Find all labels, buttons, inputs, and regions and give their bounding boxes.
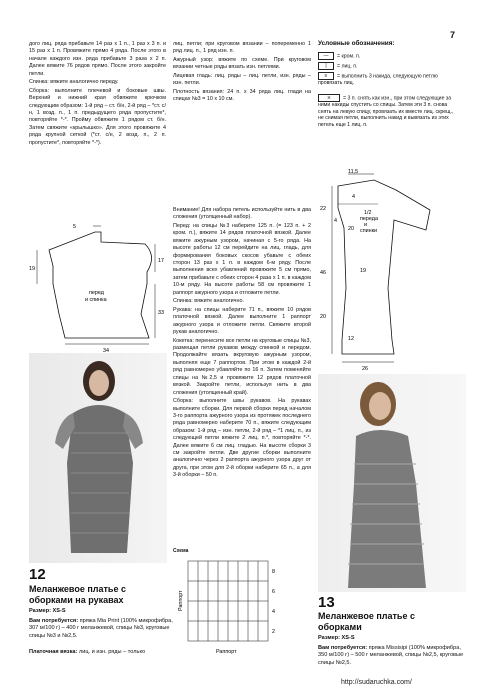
pattern-diagram-12 bbox=[29, 222, 169, 352]
paragraph: Рукава: на спицы наберите 71 п., вяжите 10 рядов платочной вязкой. Далее выполните 1 раппорт ажурного узора и отложите петли. Свяжите второй рукав аналогично. bbox=[173, 306, 311, 336]
legend-item-yarnover: ≡ = выполнить 3 накида, следующую петлю провязать лиц. bbox=[318, 73, 438, 86]
dim-label: 11,5 bbox=[348, 169, 359, 175]
knitting-scheme-chart bbox=[176, 557, 286, 657]
column-2-text-main bbox=[173, 207, 311, 481]
dim-label: 19 bbox=[29, 266, 35, 272]
row-number: 2 bbox=[272, 629, 275, 635]
paragraph: Кокетка: перенесите все петли на круговые спицы №3, размещая петли рукавов между спинкой и передом. Продолжайте вязать вкруговую ажурным узором, выполняя еще 7 раппортов. При этом в каждой 2-й ряд равномерно убавляйте по 16 п. Затем поменяйте спицы на №2,5 и провяжите 12 рядов платочной вязкой. Закройте петли, используя нить в два сложения (утолщенный край). bbox=[173, 337, 311, 396]
scheme-rapport-vertical: Раппорт bbox=[178, 590, 184, 611]
source-url: http://sudaruchka.com/ bbox=[341, 679, 412, 686]
paragraph: Плотность вязания: 24 п. x 34 ряда лиц. глади на спицах №3 = 10 x 10 см. bbox=[173, 89, 311, 103]
piece-label: и bbox=[364, 222, 368, 228]
paragraph: Лицевая гладь: лиц. ряды – лиц. петли, изн. ряды – изн. петли. bbox=[173, 73, 311, 87]
yarnover-symbol: ≡ bbox=[318, 72, 334, 80]
dim-label: 19 bbox=[360, 268, 366, 274]
dim-label: 20 bbox=[348, 226, 354, 232]
column-1-text bbox=[29, 41, 166, 148]
edge-stitch-symbol: — bbox=[318, 52, 334, 60]
row-number: 6 bbox=[272, 589, 275, 595]
paragraph: Ажурный узор: вяжите по схеме. При круговом вязании четные ряды вязать изн. петлями. bbox=[173, 57, 311, 71]
paragraph: Внимание! Для набора петель используйте нить в два сложения (утолщенный набор). bbox=[173, 207, 311, 221]
piece-label: и спинка bbox=[85, 297, 107, 303]
knit-stitch-symbol: | bbox=[318, 62, 334, 70]
paragraph: Спинка: вяжите аналогично. bbox=[173, 298, 244, 305]
model-title-12: Меланжевое платье с оборками на рукавах bbox=[29, 584, 126, 605]
piece-label: 1/2 bbox=[364, 210, 372, 216]
model-materials-13: Вам потребуется: пряжа Missisipi (100% микрофибра, 350 м/100 г) – 500 г меланжевой, спицы №2,5, круговые спицы №2,5. bbox=[318, 645, 464, 666]
model-number-12: 12 bbox=[29, 566, 46, 583]
piece-label: перед bbox=[89, 290, 104, 296]
dim-label: 33 bbox=[158, 310, 164, 316]
model-stitch-12: Платочная вязка: лиц. и изн. ряды – только bbox=[29, 649, 146, 655]
piece-label: спинки bbox=[360, 228, 377, 234]
model-photo-13 bbox=[318, 374, 466, 592]
legend-item-knit: | = лиц. п. bbox=[318, 62, 458, 70]
legend-title: Условные обозначения: bbox=[318, 40, 395, 47]
dim-label: 46 bbox=[320, 270, 326, 276]
model-number-13: 13 bbox=[318, 594, 335, 611]
column-2-text-top bbox=[173, 41, 311, 105]
dim-label: 4 bbox=[352, 194, 355, 200]
paragraph: Сборка: выполните швы рукавов. На рукавах выполните сборки. Для первой сборки перед началом 3-го раппорта ажурного узора из протяжек последнего ряда равномерно наберите 70 п., вяжите следующим образом: 1-й ряд – изн. петли, 2-й ряд – *1 лиц. п., из следующей петли вяжите 2 лиц. п.*, повторяйте *-*. Далее вяжите 6 см лиц. гладью. На высоте сборки 3 см закройте петли. Две другие сборки выполните аналогично через 2 раппорта ажурного узора друг от друга, при этом для 2-й оборки наберите 65 п., а для 3-й оборки – 50 п. bbox=[173, 398, 311, 479]
model-size-13: Размер: XS-S bbox=[318, 635, 355, 641]
legend-item-edge: — = кром. п. bbox=[318, 52, 458, 60]
paragraph: Сборка: выполните плечевой и боковые швы. Верхний и нижний края обвяжите крючком следующим образом: 1-й ряд – ст. б/н, 2-й ряд – *ст. с/н, 1 возд. п., 1 п. предыдущего ряда пропустите*, повторяйте *-*. Пройму обвяжите 1 рядом ст. б/н. Затем свяжите «крылышко». Для этого провяжите 4 ряда крупной сеткой (*ст. с/н, 2 возд. п., 2 п. пропустите*, повторяйте *-*). bbox=[29, 87, 166, 146]
paragraph: Перед: на спицы №3 наберите 125 п. (= 123 п. + 2 кром. п.), вяжите 14 рядов платочной вязкой. Далее вяжите ажурным узором, начиная с 5-го ряда. На высоте работы 12 см перейдите на лиц. гладь, для формирования боковых скосов убавьте с обеих сторон 13 раз x 1 п. в каждом 6-м ряду. После выполнения всех убавлений провяжите 5 см прямо, затем прибавьте с обеих сторон 4 раза x 1 п. в каждом 10-м ряду. На высоте работы 58 см провяжите 1 раппорт ажурного узора и отложите петли. bbox=[173, 223, 311, 296]
dim-label: 34 bbox=[103, 348, 109, 352]
row-number: 4 bbox=[272, 609, 275, 615]
dim-label: 12 bbox=[348, 336, 354, 342]
model-size-12: Размер: XS-S bbox=[29, 608, 66, 614]
dim-label: 4 bbox=[334, 218, 337, 224]
dim-label: 26 bbox=[362, 366, 368, 372]
paragraph: лиц. петли; при круговом вязании – попеременно 1 ряд лиц. п., 1 ряд изн. п. bbox=[173, 41, 311, 55]
model-materials-12: Вам потребуется: пряжа Mia Print (100% микрофибра, 307 м/100 г) – 400 г меланжевой, спицы №3, круговые спицы №3 и №2,5. bbox=[29, 618, 173, 639]
model-photo-12 bbox=[29, 353, 167, 563]
cross-stitch-symbol: ⨯ bbox=[318, 94, 340, 102]
dim-label: 22 bbox=[320, 206, 326, 212]
paragraph: дого лиц. ряда прибавьте 14 раз x 1 п., 1 раз x 3 п. и 15 раз x 1 п. Провяжите прямо 4 ряда. После этого в начале каждого изн. ряда прибавьте 3 раза x 2 п. Далее вяжите 76 рядов прямо. После этого закройте петли. bbox=[29, 41, 166, 77]
dim-label: 17 bbox=[158, 258, 164, 264]
scheme-rapport-horizontal: Раппорт bbox=[216, 649, 237, 655]
pattern-diagram-13 bbox=[318, 168, 468, 374]
dim-label: 5 bbox=[73, 224, 76, 230]
legend-item-cross: ⨯ = 3 п. снять как изн., при этом следующие за ними накиды спустить со спицы. Затем эти 3 п. снова снять на левую спицу, провязать их вместе лиц. скрещ., не снимая петли, выполнить накид и вывязать из этих петель еще 1 лиц. п. bbox=[318, 95, 454, 128]
model-title-13: Меланжевое платье с оборками bbox=[318, 611, 415, 632]
row-number: 8 bbox=[272, 569, 275, 575]
page-number: 7 bbox=[450, 30, 456, 40]
paragraph: Спинка: вяжите аналогично переду. bbox=[29, 79, 119, 86]
dim-label: 20 bbox=[320, 314, 326, 320]
piece-label: переда bbox=[360, 216, 378, 222]
scheme-title: Схема bbox=[173, 548, 189, 554]
